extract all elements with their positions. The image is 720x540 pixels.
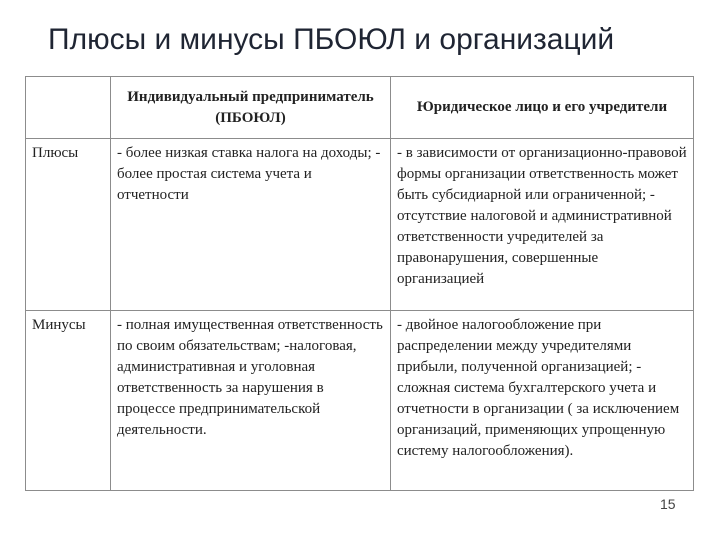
pros-ip-cell: - более низкая ставка налога на доходы; - более простая система учета и отчетности (111, 139, 391, 311)
header-legal-entity: Юридическое лицо и его учредители (391, 77, 694, 139)
table-row-cons (26, 311, 694, 491)
pros-legal-entity-cell: - в зависимости от организационно-правовой формы организации ответственность может быть субсидиарной или ограниченной; - отсутствие налоговой и административной ответственности учредителей за правонарушения, совершенные организацией (391, 139, 694, 311)
row-label-cons: Минусы (26, 311, 111, 491)
table-header-row (26, 77, 694, 139)
row-label-pros: Плюсы (26, 139, 111, 311)
header-ip: Индивидуальный предприниматель (ПБОЮЛ) (111, 77, 391, 139)
slide-title: Плюсы и минусы ПБОЮЛ и организаций (48, 23, 615, 56)
comparison-table (25, 76, 694, 491)
header-empty-cell (26, 77, 111, 139)
page-number: 15 (660, 496, 676, 512)
cons-ip-cell: - полная имущественная ответственность по своим обязательствам; -налоговая, административная и уголовная ответственность за нарушения в процессе предпринимательской деятельности. (111, 311, 391, 491)
cons-legal-entity-cell: - двойное налогообложение при распределении между учредителями прибыли, полученной организацией; - сложная система бухгалтерского учета и отчетности в организации ( за исключением организаций, применяющих упрощенную систему налогообложения). (391, 311, 694, 491)
table-row-pros (26, 139, 694, 311)
